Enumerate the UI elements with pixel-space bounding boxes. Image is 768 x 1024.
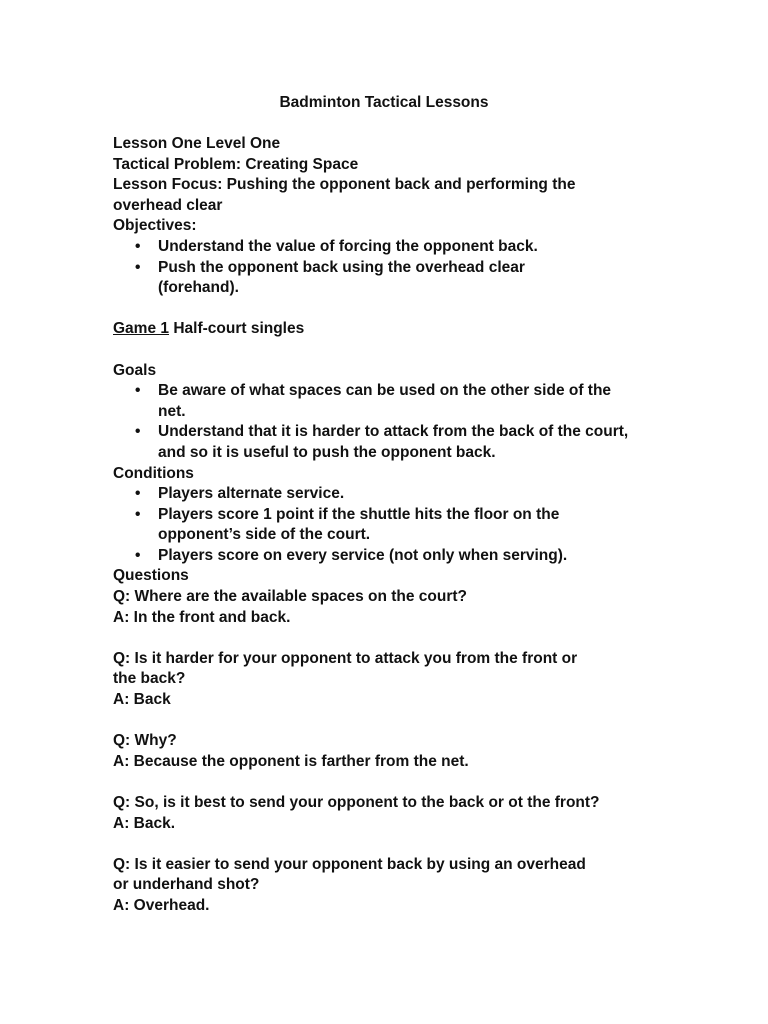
conditions-list [113, 484, 673, 566]
objectives-label: Objectives: [113, 217, 197, 235]
condition-item: • Players alternate service. [113, 484, 673, 505]
objective-item: • Push the opponent back using the overhead clear (forehand). [113, 258, 598, 299]
lesson-focus-line-2: overhead clear [113, 196, 223, 214]
answer: A: In the front and back. [113, 608, 291, 626]
question: Q: Why? [113, 732, 177, 750]
answer: A: Because the opponent is farther from the net. [113, 752, 469, 770]
question-continued: the back? [113, 670, 186, 688]
answer: A: Back. [113, 814, 176, 832]
goal-item: • Understand that it is harder to attack from the back of the court, and so it is useful to push the opponent back. [113, 422, 638, 463]
condition-item: • Players score 1 point if the shuttle hits the floor on the opponent’s side of the court. [113, 505, 618, 546]
goals-label: Goals [113, 361, 157, 379]
answer: A: Overhead. [113, 896, 210, 914]
tactical-problem: Tactical Problem: Creating Space [113, 155, 359, 173]
question: Q: Is it harder for your opponent to attack you from the front or [113, 649, 578, 667]
qa-block [113, 649, 673, 711]
question: Q: Where are the available spaces on the court? [113, 588, 468, 606]
qa-block [113, 855, 673, 917]
question: Q: Is it easier to send your opponent back by using an overhead [113, 855, 586, 873]
questions-label: Questions [113, 567, 189, 585]
game-heading [113, 319, 673, 340]
question-continued: or underhand shot? [113, 876, 260, 894]
document-title: Badminton Tactical Lessons [279, 94, 489, 111]
game-label: Game 1 [113, 320, 170, 338]
question: Q: So, is it best to send your opponent to the back or ot the front? [113, 794, 600, 811]
objectives-list [113, 237, 673, 299]
condition-item: • Players score on every service (not only when serving). [113, 546, 673, 567]
objective-item: • Understand the value of forcing the opponent back. [113, 237, 673, 258]
document-body [113, 134, 673, 917]
lesson-focus-line-1: Lesson Focus: Pushing the opponent back and performing the [113, 176, 576, 194]
goals-list [113, 381, 673, 463]
answer: A: Back [113, 691, 171, 709]
qa-block [113, 731, 673, 772]
qa-block [113, 793, 673, 834]
game-name: Half-court singles [169, 320, 305, 338]
goal-item: • Be aware of what spaces can be used on the other side of the net. [113, 381, 638, 422]
lesson-heading: Lesson One Level One [113, 135, 281, 152]
conditions-label: Conditions [113, 464, 194, 482]
qa-block [113, 587, 673, 628]
